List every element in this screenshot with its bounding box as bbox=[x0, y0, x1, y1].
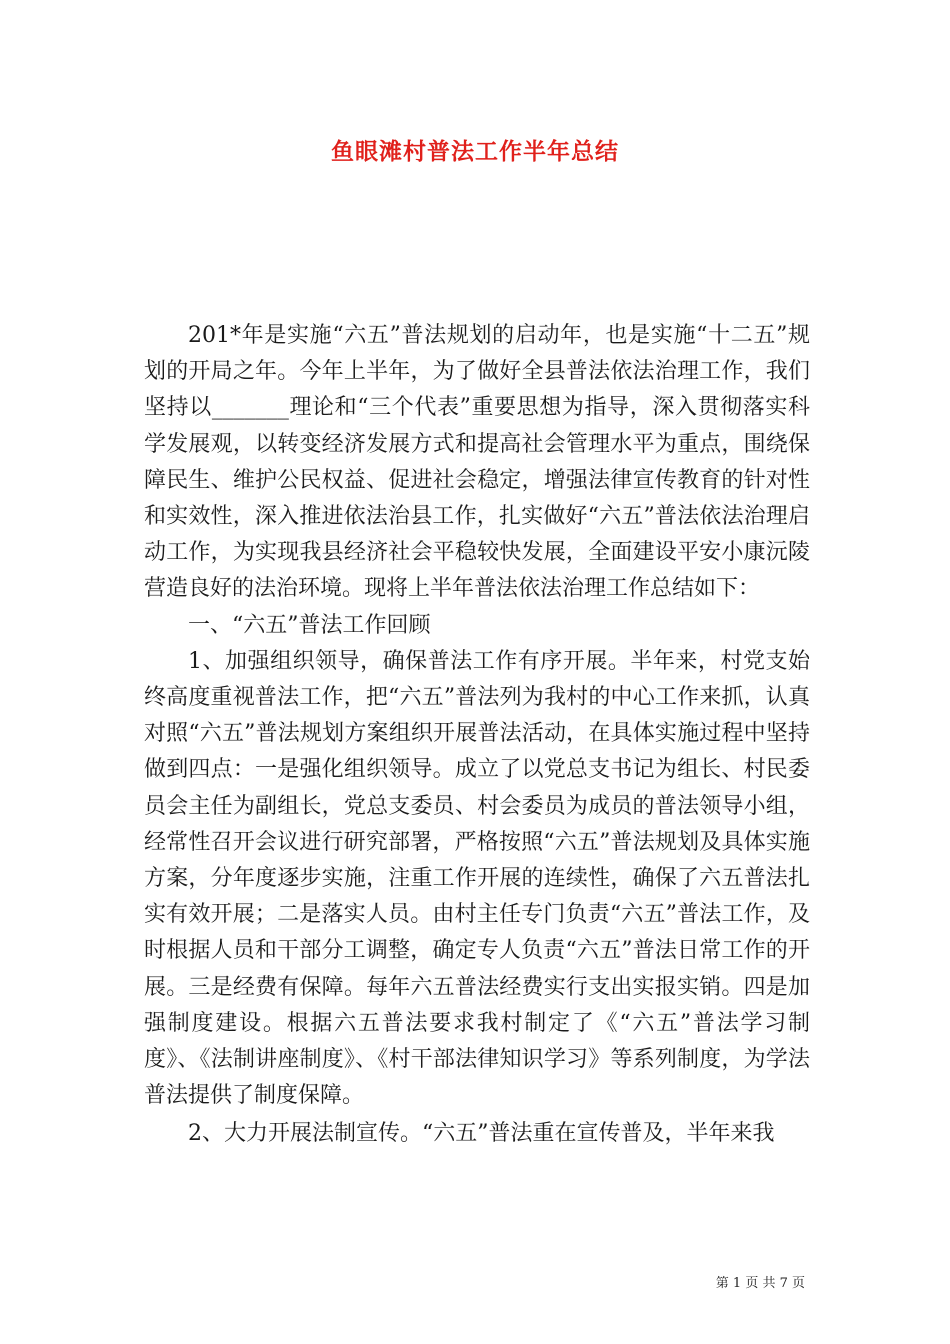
section-paragraph-2: 2、大力开展法制宣传。“六五”普法重在宣传普及，半年来我 bbox=[188, 1121, 775, 1147]
section-heading: 一、“六五”普法工作回顾 bbox=[188, 612, 431, 638]
document-body bbox=[144, 318, 810, 1153]
document-title: 鱼眼滩村普法工作半年总结 bbox=[331, 138, 619, 165]
section-paragraph-1: 1、加强组织领导，确保普法工作有序开展。半年来，村党支始终高度重视普法工作，把“六五”普法列为我村的中心工作来抓，认真对照“六五”普法规划方案组织开展普法活动，在具体实施过程中坚持做到四点：一是强化组织领导。成立了以党总支书记为组长、村民委员会主任为副组长，党总支委员、村会委员为成员的普法领导小组，经常性召开会议进行研究部署，严格按照“六五”普法规划及具体实施方案，分年度逐步实施，注重工作开展的连续性，确保了六五普法扎实有效开展；二是落实人员。由村主任专门负责“六五”普法工作，及时根据人员和干部分工调整，确定专人负责“六五”普法日常工作的开展。三是经费有保障。每年六五普法经费实行支出实报实销。四是加强制度建设。根据六五普法要求我村制定了《“六五”普法学习制度》、《法制讲座制度》、《村干部法律知识学习》等系列制度，为学法普法提供了制度保障。 bbox=[144, 648, 810, 1109]
page-number-footer: 第 1 页 共 7 页 bbox=[715, 1276, 805, 1291]
intro-paragraph: 201*年是实施“六五”普法规划的启动年，也是实施“十二五”规划的开局之年。今年上半年，为了做好全县普法依法治理工作，我们坚持以_______理论和“三个代表”重要思想为指导，深入贯彻落实科学发展观，以转变经济发展方式和提高社会管理水平为重点，围绕保障民生、维护公民权益、促进社会稳定，增强法律宣传教育的针对性和实效性，深入推进依法治县工作，扎实做好“六五”普法依法治理启动工作，为实现我县经济社会平稳较快发展，全面建设平安小康沅陵营造良好的法治环境。现将上半年普法依法治理工作总结如下： bbox=[144, 323, 810, 602]
